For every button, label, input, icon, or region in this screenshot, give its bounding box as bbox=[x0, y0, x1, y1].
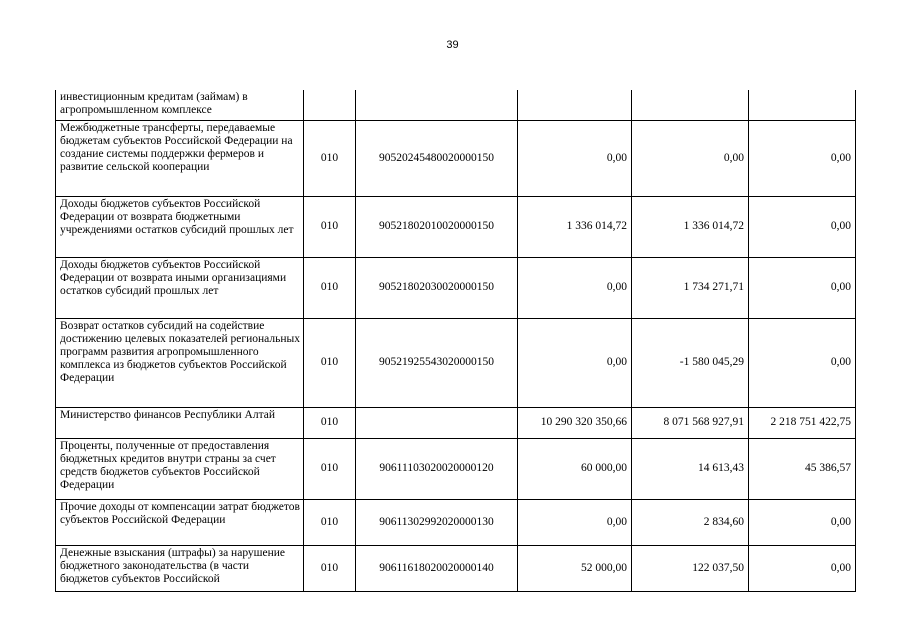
row-name: Прочие доходы от компенсации затрат бюджетов субъектов Российской Федерации bbox=[56, 499, 304, 545]
row-name: Доходы бюджетов субъектов Российской Федерации от возврата бюджетными учреждениями остатков субсидий прошлых лет bbox=[56, 196, 304, 257]
row-value-3: 0,00 bbox=[749, 196, 856, 257]
row-kbk: 90611618020020000140 bbox=[356, 545, 518, 591]
row-kbk bbox=[356, 407, 518, 438]
row-code: 010 bbox=[304, 318, 356, 407]
row-name: Проценты, полученные от предоставления бюджетных кредитов внутри страны за счет средств бюджетов субъектов Российской Федерации bbox=[56, 438, 304, 499]
row-value-2: 14 613,43 bbox=[632, 438, 749, 499]
row-code: 010 bbox=[304, 407, 356, 438]
row-kbk: 90521802030020000150 bbox=[356, 257, 518, 318]
row-value-1: 1 336 014,72 bbox=[518, 196, 632, 257]
row-value-1 bbox=[518, 90, 632, 120]
table-row bbox=[56, 196, 856, 257]
revenue-table bbox=[55, 90, 856, 592]
row-value-2: 8 071 568 927,91 bbox=[632, 407, 749, 438]
row-name: Возврат остатков субсидий на содействие достижению целевых показателей региональных программ развития агропромышленного комплекса из бюджетов субъектов Российской Федерации bbox=[56, 318, 304, 407]
table-row bbox=[56, 545, 856, 591]
row-kbk: 90611103020020000120 bbox=[356, 438, 518, 499]
row-value-3 bbox=[749, 90, 856, 120]
row-name: инвестиционным кредитам (займам) в агропромышленном комплексе bbox=[56, 90, 304, 120]
row-kbk: 90521802010020000150 bbox=[356, 196, 518, 257]
row-code: 010 bbox=[304, 545, 356, 591]
row-value-3: 2 218 751 422,75 bbox=[749, 407, 856, 438]
row-value-3: 0,00 bbox=[749, 257, 856, 318]
row-value-2: 1 734 271,71 bbox=[632, 257, 749, 318]
row-value-2: 122 037,50 bbox=[632, 545, 749, 591]
row-code: 010 bbox=[304, 499, 356, 545]
row-code bbox=[304, 90, 356, 120]
row-value-3: 45 386,57 bbox=[749, 438, 856, 499]
row-value-1: 52 000,00 bbox=[518, 545, 632, 591]
row-value-3: 0,00 bbox=[749, 499, 856, 545]
row-code: 010 bbox=[304, 196, 356, 257]
row-value-1: 0,00 bbox=[518, 120, 632, 196]
table-row bbox=[56, 499, 856, 545]
table-row bbox=[56, 438, 856, 499]
row-kbk: 90520245480020000150 bbox=[356, 120, 518, 196]
table-row bbox=[56, 318, 856, 407]
row-value-2: -1 580 045,29 bbox=[632, 318, 749, 407]
row-name: Денежные взыскания (штрафы) за нарушение бюджетного законодательства (в части бюджетов субъектов Российской bbox=[56, 545, 304, 591]
table-row bbox=[56, 407, 856, 438]
row-value-2: 2 834,60 bbox=[632, 499, 749, 545]
row-name: Доходы бюджетов субъектов Российской Федерации от возврата иными организациями остатков субсидий прошлых лет bbox=[56, 257, 304, 318]
table-row bbox=[56, 257, 856, 318]
row-code: 010 bbox=[304, 120, 356, 196]
row-name: Межбюджетные трансферты, передаваемые бюджетам субъектов Российской Федерации на создание системы поддержки фермеров и развитие сельской кооперации bbox=[56, 120, 304, 196]
row-code: 010 bbox=[304, 257, 356, 318]
table-row bbox=[56, 120, 856, 196]
row-value-1: 60 000,00 bbox=[518, 438, 632, 499]
row-value-1: 0,00 bbox=[518, 257, 632, 318]
row-value-1: 0,00 bbox=[518, 499, 632, 545]
row-kbk bbox=[356, 90, 518, 120]
row-kbk: 90521925543020000150 bbox=[356, 318, 518, 407]
row-value-2 bbox=[632, 90, 749, 120]
row-code: 010 bbox=[304, 438, 356, 499]
row-value-3: 0,00 bbox=[749, 545, 856, 591]
row-value-3: 0,00 bbox=[749, 120, 856, 196]
row-value-1: 0,00 bbox=[518, 318, 632, 407]
page-number: 39 bbox=[446, 39, 459, 51]
row-value-3: 0,00 bbox=[749, 318, 856, 407]
table-row bbox=[56, 90, 856, 120]
row-value-1: 10 290 320 350,66 bbox=[518, 407, 632, 438]
row-value-2: 0,00 bbox=[632, 120, 749, 196]
row-name: Министерство финансов Республики Алтай bbox=[56, 407, 304, 438]
row-kbk: 90611302992020000130 bbox=[356, 499, 518, 545]
row-value-2: 1 336 014,72 bbox=[632, 196, 749, 257]
